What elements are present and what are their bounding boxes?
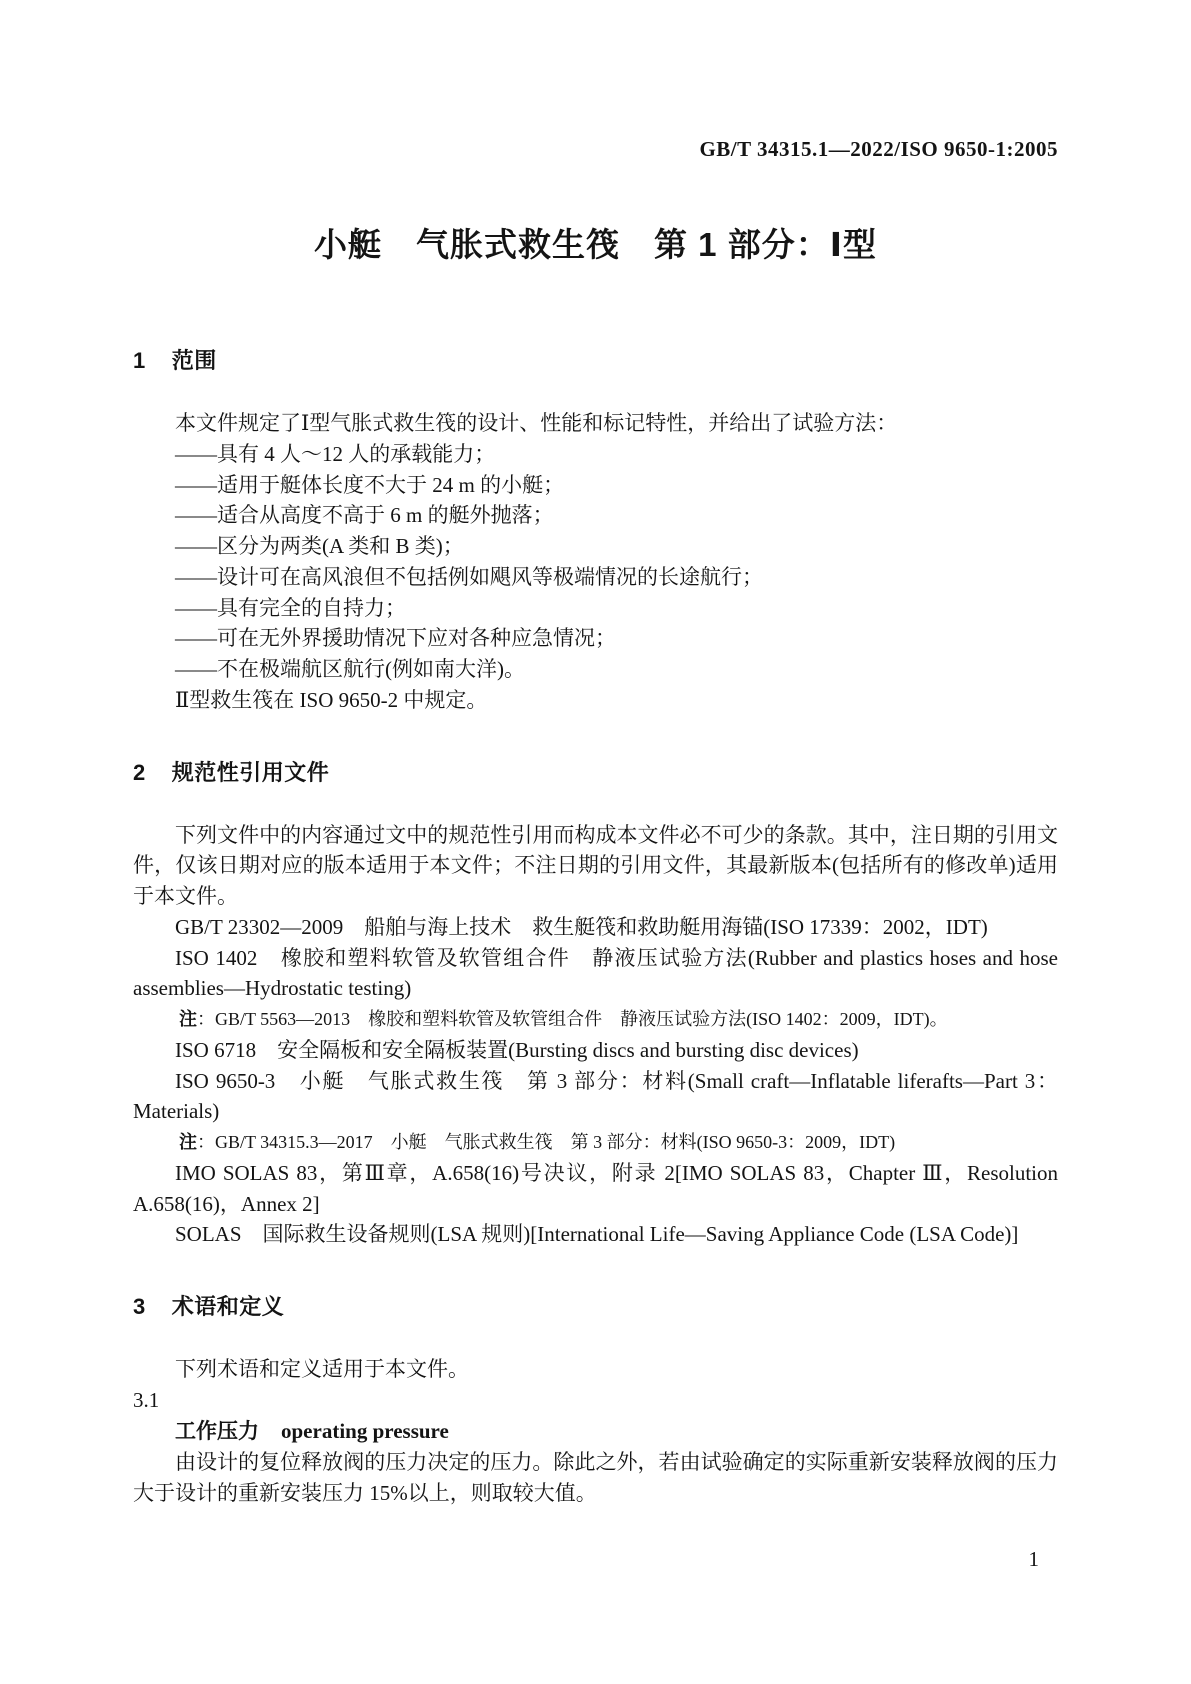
- paragraph: 本文件规定了Ⅰ型气胀式救生筏的设计、性能和标记特性，并给出了试验方法：: [175, 411, 898, 435]
- section-heading: [133, 1291, 1058, 1322]
- section-number: 3: [133, 1294, 146, 1319]
- reference-item: ISO 9650-3 小艇 气胀式救生筏 第 3 部分：材料(Small craft—Inflatable liferafts—Part 3：Materials): [133, 1068, 1058, 1124]
- section-title: 范围: [171, 348, 217, 373]
- scope-list-item: ——设计可在高风浪但不包括例如飓风等极端情况的长途航行；: [175, 564, 763, 589]
- note: [133, 1127, 1058, 1158]
- section-title: 术语和定义: [171, 1294, 285, 1319]
- section-number: 2: [133, 759, 146, 785]
- section-title: 规范性引用文件: [171, 759, 330, 785]
- term-chinese: 工作压力: [175, 1419, 259, 1443]
- note-text: ：GB/T 5563—2013 橡胶和塑料软管及软管组合件 静液压试验方法(ISO 1402：2009，IDT)。: [197, 1009, 948, 1029]
- reference-item: ISO 6718 安全隔板和安全隔板装置(Bursting discs and bursting disc devices): [175, 1037, 859, 1062]
- note: [133, 1004, 1058, 1035]
- reference-item: ISO 1402 橡胶和塑料软管及软管组合件 静液压试验方法(Rubber and plastics hoses and hose assemblies—Hydrostatic testing): [133, 945, 1058, 1001]
- section-heading: [133, 757, 1058, 788]
- scope-list-item: ——不在极端航区航行(例如南大洋)。: [175, 657, 525, 681]
- clause-number: 3.1: [133, 1387, 160, 1412]
- scope-list-item: ——区分为两类(A 类和 B 类)；: [175, 534, 464, 558]
- note-label: 注: [179, 1132, 197, 1152]
- page-number: 1: [1028, 1547, 1039, 1571]
- note-text: ：GB/T 34315.3—2017 小艇 气胀式救生筏 第 3 部分：材料(ISO 9650-3：2009，IDT): [197, 1132, 896, 1152]
- scope-list-item: ——适合从高度不高于 6 m 的艇外抛落；: [175, 503, 554, 528]
- scope-list-item: ——具有 4 人～12 人的承载能力；: [175, 441, 496, 466]
- scope-list-item: ——具有完全的自持力；: [175, 595, 406, 620]
- paragraph: 下列文件中的内容通过文中的规范性引用而构成本文件必不可少的条款。其中，注日期的引用文件，仅该日期对应的版本适用于本文件；不注日期的引用文件，其最新版本(包括所有的修改单)适用于本文件。: [133, 822, 1058, 908]
- note-label: 注: [179, 1009, 197, 1029]
- reference-item: GB/T 23302—2009 船舶与海上技术 救生艇筏和救助艇用海锚(ISO 17339：2002，IDT): [175, 914, 988, 939]
- scope-list-item: ——可在无外界援助情况下应对各种应急情况；: [175, 626, 616, 651]
- term-english: operating pressure: [281, 1418, 449, 1443]
- section-heading: [133, 345, 1058, 376]
- paragraph: 下列术语和定义适用于本文件。: [175, 1357, 469, 1381]
- scope-list-item: ——适用于艇体长度不大于 24 m 的小艇；: [175, 472, 565, 497]
- standard-number-header: GB/T 34315.1—2022/ISO 9650-1:2005: [699, 137, 1058, 161]
- paragraph: 由设计的复位释放阀的压力决定的压力。除此之外，若由试验确定的实际重新安装释放阀的压力大于设计的重新安装压力 15%以上，则取较大值。: [133, 1450, 1058, 1505]
- section-number: 1: [133, 348, 146, 373]
- reference-item: SOLAS 国际救生设备规则(LSA 规则)[International Life—Saving Appliance Code (LSA Code)]: [175, 1222, 1019, 1247]
- document-title: 小艇 气胀式救生筏 第 1 部分：Ⅰ型: [314, 226, 877, 263]
- document-body: [133, 345, 1058, 1509]
- term-definition: [133, 1416, 1058, 1448]
- paragraph: Ⅱ型救生筏在 ISO 9650-2 中规定。: [175, 687, 488, 712]
- reference-item: IMO SOLAS 83，第Ⅲ章，A.658(16)号决议，附录 2[IMO SOLAS 83，Chapter Ⅲ，Resolution A.658(16)，Annex 2]: [133, 1160, 1058, 1216]
